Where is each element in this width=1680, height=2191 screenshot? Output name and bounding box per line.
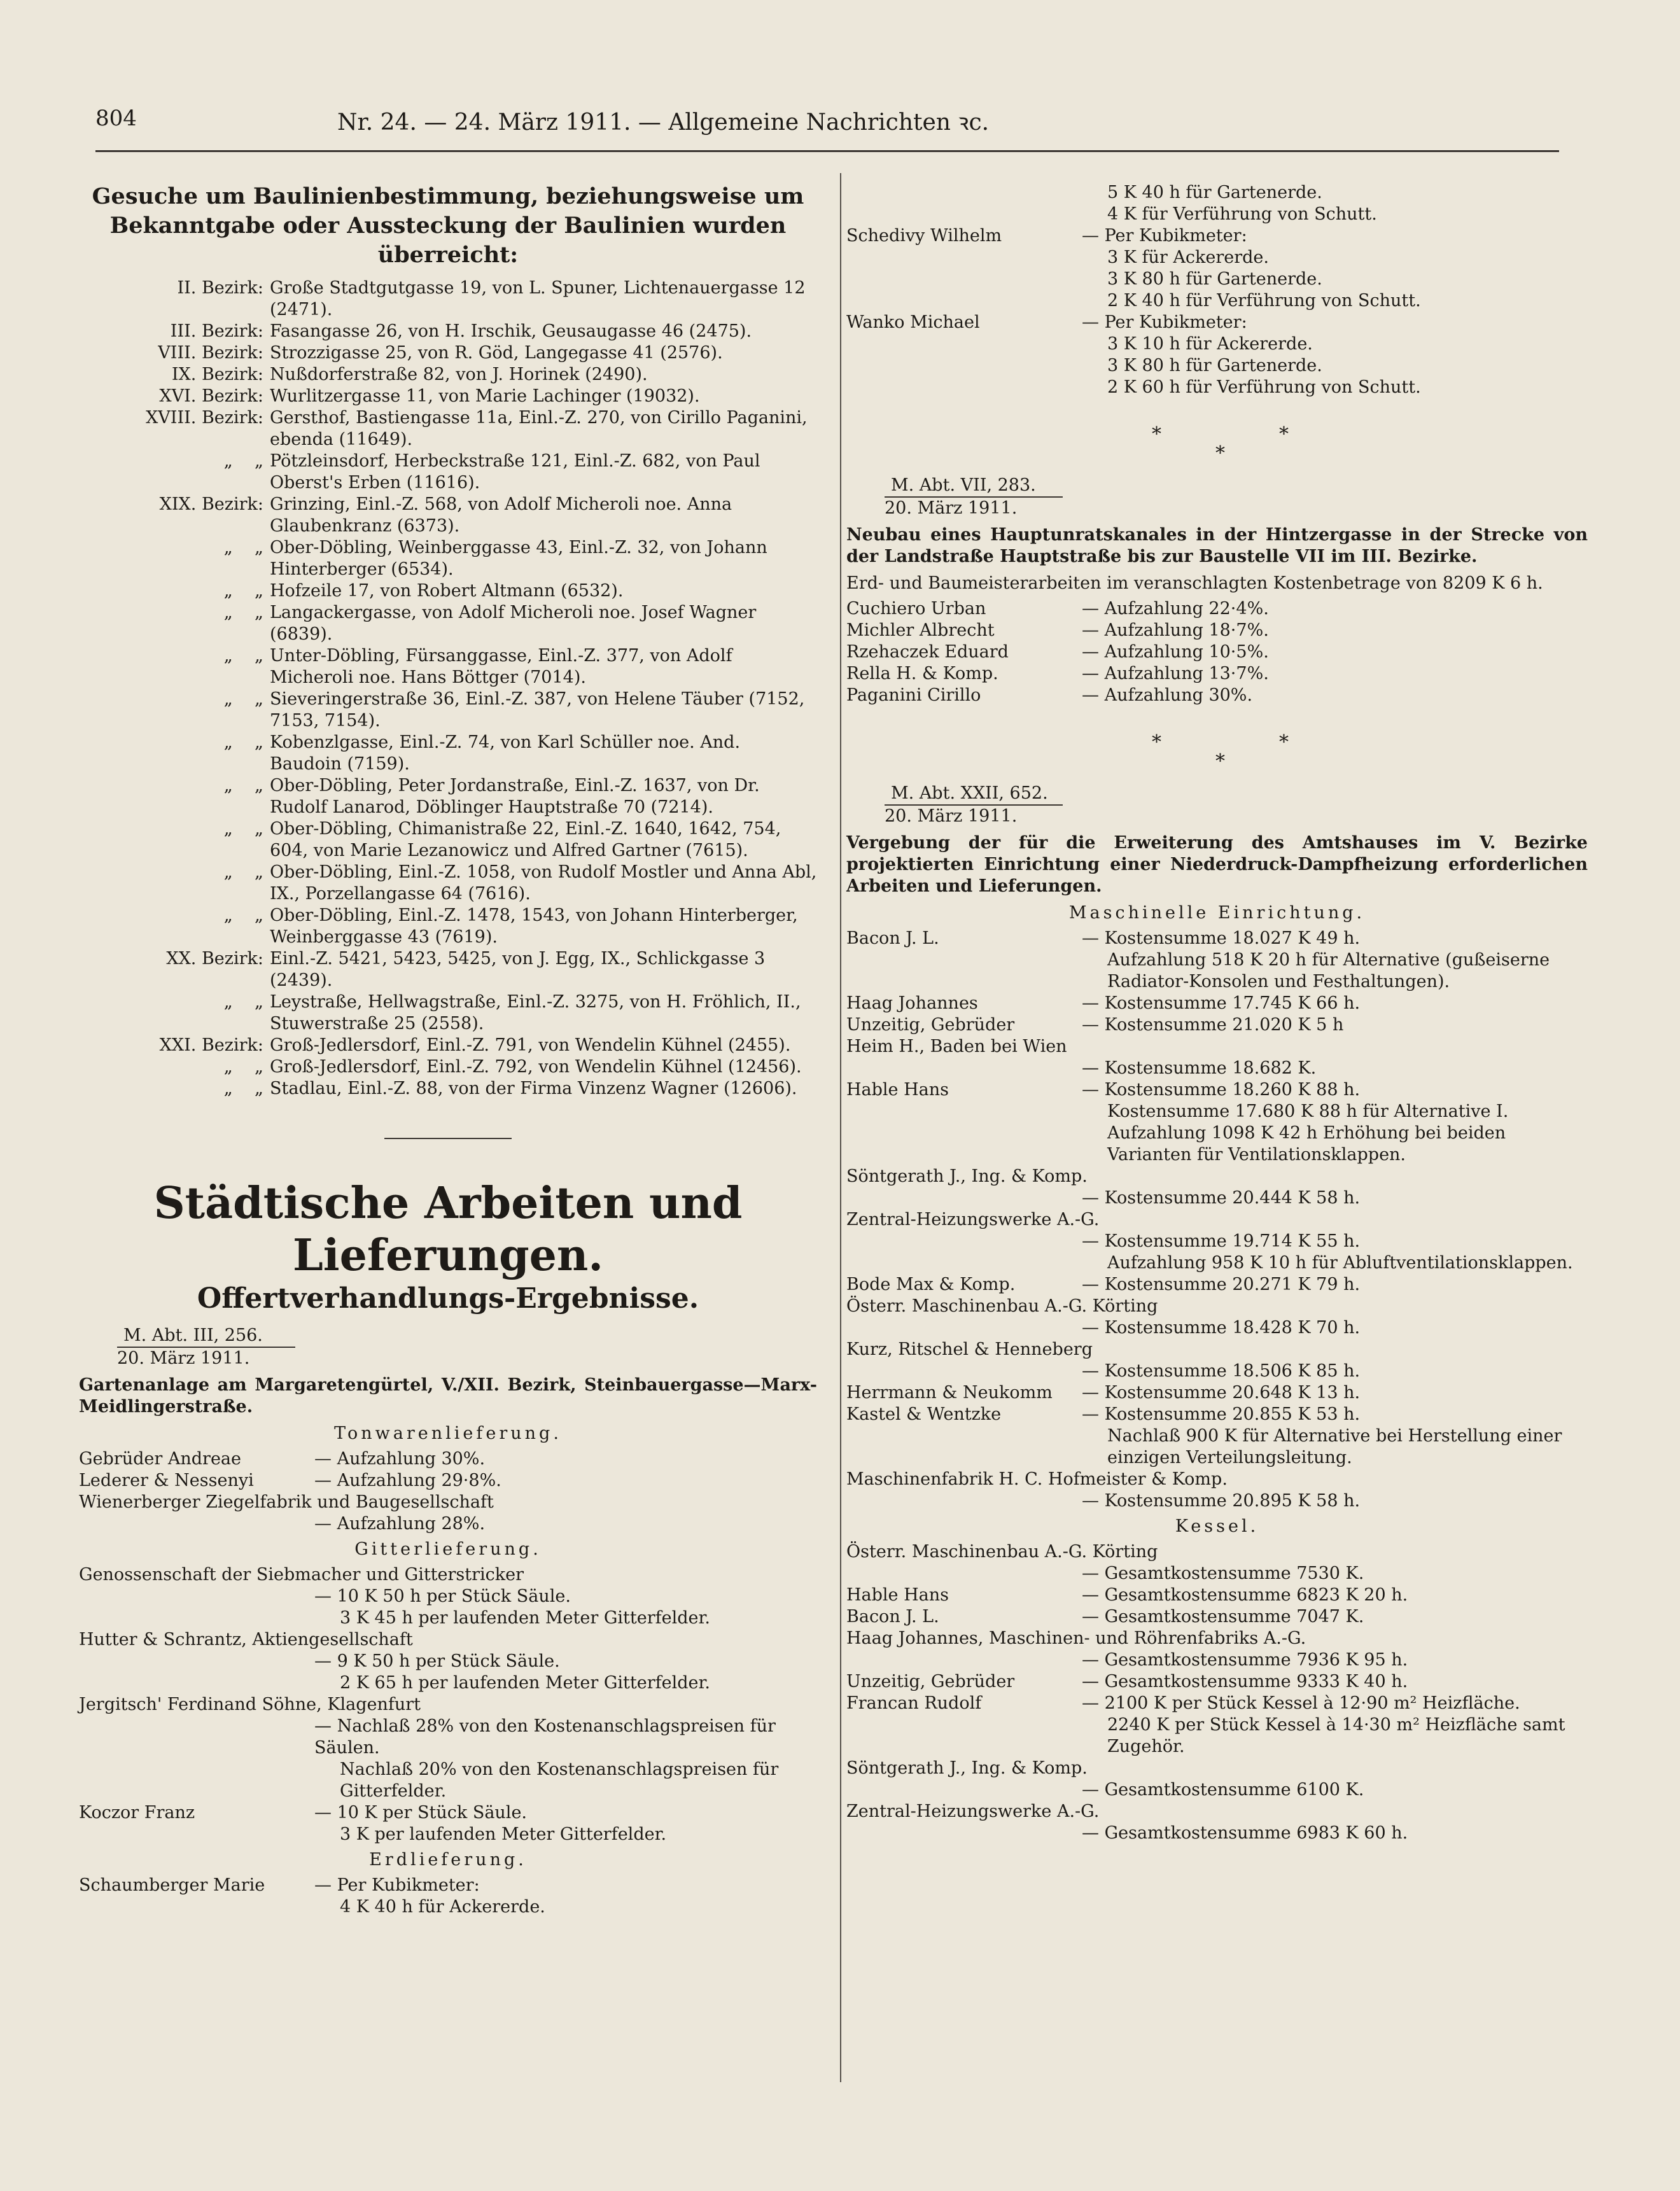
section-kessel: Kessel. (1175, 1516, 1259, 1536)
asterism (846, 706, 1588, 783)
result-row (846, 685, 1588, 706)
bid-value: 2 K 65 h per laufenden Meter Gitterfelder. (340, 1673, 711, 1693)
bidder-name: Haag Johannes, Maschinen- und Röhrenfabriks A.-G. (846, 1628, 1306, 1648)
bezirk-label: „ „ (223, 906, 263, 925)
bezirk-entry (79, 1035, 817, 1056)
bezirk-list (79, 277, 817, 1100)
subject: Neubau eines Hauptunratskanales in der Hintzergasse in der Strecke von der Landstraße Hauptstraße bis zur Baustelle VII im III. Bezirke. (846, 525, 1588, 566)
result-row: Bacon J. L. — Gesamtkostensumme 7047 K. (846, 1607, 1364, 1627)
bezirk-entry (79, 494, 817, 537)
bidder-name: Söntgerath J., Ing. & Komp. (846, 1166, 1088, 1186)
page-header (95, 106, 1585, 139)
department-ref: M. Abt. VII, 283. (891, 475, 1036, 495)
bid-value: — Aufzahlung 28%. (314, 1514, 486, 1534)
bezirk-entry (79, 905, 817, 948)
bid-value: 2 K 60 h für Verführung von Schutt. (1107, 377, 1421, 397)
bezirk-text: Ober-Döbling, Weinberggasse 43, Einl.-Z. 32, von Johann Hinterberger (6534). (270, 538, 767, 579)
bezirk-text: Strozzigasse 25, von R. Göd, Langegasse 41 (2576). (270, 343, 723, 363)
subject: Gartenanlage am Margaretengürtel, V./XII. Bezirk, Steinbauergasse—Marx-Meidlingerstraße. (79, 1375, 817, 1417)
right-column (846, 182, 1588, 1844)
bezirk-text: Grinzing, Einl.-Z. 568, von Adolf Micheroli noe. Anna Glaubenkranz (6373). (270, 494, 732, 536)
bidder-name: Rzehaczek Eduard (846, 642, 1009, 662)
department-ref: M. Abt. III, 256. (123, 1326, 263, 1345)
section-maschinell: Maschinelle Einrichtung. (1068, 903, 1366, 923)
department-ref: M. Abt. XXII, 652. (891, 783, 1048, 803)
bidder-name: Wienerberger Ziegelfabrik und Baugesellschaft (79, 1492, 494, 1512)
bezirk-label: IX. Bezirk: (171, 365, 263, 384)
bezirk-text: Ober-Döbling, Peter Jordanstraße, Einl.-Z. 1637, von Dr. Rudolf Lanarod, Döblinger Hauptstraße 70 (7214). (270, 776, 760, 817)
bezirk-text: Nußdorferstraße 82, von J. Horinek (2490). (270, 365, 648, 384)
bezirk-text: Pötzleinsdorf, Herbeckstraße 121, Einl.-Z. 682, von Paul Oberst's Erben (11616). (270, 451, 760, 493)
bezirk-text: Stadlau, Einl.-Z. 88, von der Firma Vinzenz Wagner (12606). (270, 1079, 797, 1098)
result-row: Gebrüder Andreae — Aufzahlung 30%. (79, 1449, 486, 1469)
bezirk-label: „ „ (223, 1057, 263, 1077)
bezirk-label: „ „ (223, 581, 263, 601)
bezirk-text: Wurlitzergasse 11, von Marie Lachinger (19032). (270, 386, 700, 406)
result-row (846, 620, 1588, 641)
bezirk-label: „ „ (223, 451, 263, 471)
bid-value: 2240 K per Stück Kessel à 14·30 m² Heizfläche samt Zugehör. (1107, 1715, 1565, 1756)
bid-value: Nachlaß 900 K für Alternative bei Herstellung einer einzigen Verteilungsleitung. (1107, 1426, 1562, 1467)
bezirk-text: Ober-Döbling, Chimanistraße 22, Einl.-Z. 1640, 1642, 754, 604, von Marie Lezanowicz und Alfred Gartner (7615). (270, 819, 781, 860)
bezirk-entry (79, 775, 817, 818)
bezirk-text: Hofzeile 17, von Robert Altmann (6532). (270, 581, 624, 601)
bidder-name: Paganini Cirillo (846, 685, 981, 705)
bidder-name: Rella H. & Komp. (846, 664, 998, 683)
result-row: Schaumberger Marie — Per Kubikmeter: (79, 1875, 480, 1895)
result-row: Hable Hans — Gesamtkostensumme 6823 K 20 h. (846, 1585, 1408, 1605)
bezirk-label: III. Bezirk: (170, 321, 263, 341)
bid-value: — Gesamtkostensumme 7936 K 95 h. (1082, 1650, 1408, 1670)
bezirk-entry (79, 451, 817, 494)
asterisk-icon: * (1152, 731, 1161, 753)
bid-value: — Aufzahlung 30%. (1082, 685, 1253, 705)
bezirk-label: XX. Bezirk: (166, 949, 263, 969)
bid-value: 3 K per laufenden Meter Gitterfelder. (340, 1824, 667, 1844)
bidder-name: Heim H., Baden bei Wien (846, 1037, 1067, 1056)
bezirk-text: Unter-Döbling, Fürsanggasse, Einl.-Z. 377, von Adolf Micheroli noe. Hans Böttger (7014). (270, 646, 732, 687)
bezirk-entry (79, 645, 817, 689)
section-tonwaren: Tonwarenlieferung. (334, 1424, 562, 1443)
result-row: Koczor Franz — 10 K per Stück Säule. (79, 1803, 528, 1823)
bezirk-text: Leystraße, Hellwagstraße, Einl.-Z. 3275, von H. Fröhlich, II., Stuwerstraße 25 (2558). (270, 992, 801, 1033)
bezirk-text: Fasangasse 26, von H. Irschik, Geusaugasse 46 (2475). (270, 321, 752, 341)
bidder-name: Österr. Maschinenbau A.-G. Körting (846, 1296, 1158, 1316)
bid-value: 5 K 40 h für Gartenerde. (1107, 183, 1322, 202)
bezirk-label: „ „ (223, 862, 263, 882)
result-row: Bacon J. L. — Kostensumme 18.027 K 49 h. (846, 928, 1361, 948)
bezirk-label: „ „ (223, 646, 263, 666)
bid-value: — Aufzahlung 13·7%. (1082, 664, 1269, 683)
bid-value: 3 K 45 h per laufenden Meter Gitterfelder. (340, 1608, 711, 1628)
bid-value: 3 K 80 h für Gartenerde. (1107, 269, 1322, 289)
ref-date: 20. März 1911. (885, 498, 1018, 518)
bid-value: — Kostensumme 20.895 K 58 h. (1082, 1491, 1361, 1511)
bezirk-entry (79, 1078, 817, 1100)
bezirk-label: XIX. Bezirk: (159, 494, 263, 514)
bid-value: — Nachlaß 28% von den Kostenanschlagspreisen für Säulen. (314, 1716, 776, 1758)
bezirk-entry (79, 991, 817, 1035)
asterisk-icon: * (1215, 442, 1225, 465)
bezirk-entry (79, 386, 817, 407)
asterism (846, 398, 1588, 475)
bid-value: — 9 K 50 h per Stück Säule. (314, 1651, 560, 1671)
bid-value: 2 K 40 h für Verführung von Schutt. (1107, 291, 1421, 311)
bezirk-entry (79, 602, 817, 645)
bezirk-text: Ober-Döbling, Einl.-Z. 1058, von Rudolf Mostler und Anna Abl, IX., Porzellangasse 64 (7616). (270, 862, 817, 904)
result-row (846, 598, 1588, 620)
work-description: Erd- und Baumeisterarbeiten im veranschlagten Kostenbetrage von 8209 K 6 h. (846, 573, 1543, 593)
result-row: Unzeitig, Gebrüder — Kostensumme 21.020 K 5 h (846, 1015, 1344, 1035)
bezirk-text: Gersthof, Bastiengasse 11a, Einl.-Z. 270, von Cirillo Paganini, ebenda (11649). (270, 408, 808, 449)
bezirk-label: „ „ (223, 538, 263, 557)
result-row: Lederer & Nessenyi — Aufzahlung 29·8%. (79, 1471, 501, 1490)
bid-value: 4 K 40 h für Ackererde. (340, 1897, 545, 1917)
page-number: 804 (95, 106, 137, 131)
bezirk-label: „ „ (223, 1079, 263, 1098)
bid-value: — Aufzahlung 10·5%. (1082, 642, 1269, 662)
result-row: Hable Hans — Kostensumme 18.260 K 88 h. (846, 1080, 1361, 1100)
bid-value: Aufzahlung 1098 K 42 h Erhöhung bei beiden Varianten für Ventilationsklappen. (1107, 1123, 1506, 1165)
result-row: Bode Max & Komp. — Kostensumme 20.271 K 79 h. (846, 1275, 1361, 1294)
bidder-name: Söntgerath J., Ing. & Komp. (846, 1758, 1088, 1778)
result-row: Kastel & Wentzke — Kostensumme 20.855 K 53 h. (846, 1404, 1361, 1424)
bezirk-text: Groß-Jedlersdorf, Einl.-Z. 792, von Wendelin Kühnel (12456). (270, 1057, 802, 1077)
bezirk-label: VIII. Bezirk: (158, 343, 263, 363)
bid-value: 3 K 10 h für Ackererde. (1107, 334, 1313, 354)
bezirk-entry (79, 407, 817, 451)
bid-value: — Kostensumme 18.682 K. (1082, 1058, 1317, 1078)
bezirk-entry (79, 580, 817, 602)
asterisk-icon: * (1152, 423, 1161, 445)
bid-value: Nachlaß 20% von den Kostenanschlagspreisen für Gitterfelder. (340, 1760, 779, 1801)
running-title: Nr. 24. — 24. März 1911. — Allgemeine Nachrichten ꝛc. (337, 109, 990, 136)
bezirk-entry (79, 818, 817, 862)
header-rule (95, 150, 1559, 152)
result-row (846, 663, 1588, 685)
bidder-name: Jergitsch' Ferdinand Söhne, Klagenfurt (79, 1695, 421, 1714)
bezirk-label: „ „ (223, 603, 263, 622)
bidder-name: Cuchiero Urban (846, 599, 986, 619)
bid-value: — 10 K 50 h per Stück Säule. (314, 1586, 571, 1606)
bezirk-label: „ „ (223, 992, 263, 1012)
result-row: Herrmann & Neukomm — Kostensumme 20.648 K 13 h. (846, 1383, 1361, 1403)
asterisk-icon: * (1279, 731, 1289, 753)
result-row: Haag Johannes — Kostensumme 17.745 K 66 h. (846, 993, 1361, 1013)
bezirk-entry (79, 1056, 817, 1078)
section-erd: Erdlieferung. (369, 1850, 527, 1870)
bid-value: 3 K für Ackererde. (1107, 248, 1269, 267)
bid-value: 3 K 80 h für Gartenerde. (1107, 356, 1322, 375)
bid-value: — Gesamtkostensumme 7530 K. (1082, 1564, 1364, 1583)
ref-date: 20. März 1911. (117, 1348, 250, 1368)
bidder-name: Kurz, Ritschel & Henneberg (846, 1340, 1093, 1359)
separator-rule (384, 1138, 512, 1139)
result-row (846, 641, 1588, 663)
bid-value: Aufzahlung 518 K 20 h für Alternative (gußeiserne Radiator-Konsolen und Festhaltungen). (1107, 950, 1550, 991)
bezirk-entry (79, 277, 817, 321)
bezirk-label: „ „ (223, 689, 263, 709)
bid-value: — Gesamtkostensumme 6983 K 60 h. (1082, 1823, 1408, 1843)
bezirk-label: „ „ (223, 819, 263, 839)
result-row: Wanko Michael — Per Kubikmeter: (846, 312, 1247, 332)
bidder-name: Zentral-Heizungswerke A.-G. (846, 1210, 1100, 1229)
asterisk-icon: * (1279, 423, 1289, 445)
bezirk-text: Groß-Jedlersdorf, Einl.-Z. 791, von Wendelin Kühnel (2455). (270, 1035, 791, 1055)
bid-value: — Kostensumme 18.506 K 85 h. (1082, 1361, 1361, 1381)
bid-value: — Aufzahlung 22·4%. (1082, 599, 1269, 619)
bezirk-label: XXI. Bezirk: (159, 1035, 263, 1055)
bid-value: — Kostensumme 20.444 K 58 h. (1082, 1188, 1361, 1208)
erd-results (846, 598, 1588, 706)
bezirk-entry (79, 948, 817, 991)
bezirk-entry (79, 862, 817, 905)
bezirk-entry (79, 732, 817, 775)
bezirk-entry (79, 364, 817, 386)
left-column (79, 182, 817, 1918)
bezirk-entry (79, 342, 817, 364)
bezirk-label: „ „ (223, 732, 263, 752)
bezirk-label: „ „ (223, 776, 263, 795)
column-divider (840, 173, 841, 2082)
bid-value: 4 K für Verführung von Schutt. (1107, 204, 1377, 224)
main-title: Städtische Arbeiten und Lieferungen. (153, 1178, 743, 1281)
result-row: Schedivy Wilhelm — Per Kubikmeter: (846, 226, 1247, 246)
section-gitter: Gitterlieferung. (354, 1539, 542, 1559)
bid-value: — Kostensumme 19.714 K 55 h. (1082, 1231, 1361, 1251)
bid-value: — Kostensumme 18.428 K 70 h. (1082, 1318, 1361, 1338)
bidder-name: Maschinenfabrik H. C. Hofmeister & Komp. (846, 1469, 1228, 1489)
bidder-name: Österr. Maschinenbau A.-G. Körting (846, 1542, 1158, 1562)
bidder-name: Genossenschaft der Siebmacher und Gitterstricker (79, 1565, 524, 1585)
bezirk-entry (79, 537, 817, 580)
bezirk-label: XVI. Bezirk: (159, 386, 263, 406)
bidder-name: Zentral-Heizungswerke A.-G. (846, 1802, 1100, 1821)
bid-value: — Gesamtkostensumme 6100 K. (1082, 1780, 1364, 1800)
result-row: Unzeitig, Gebrüder — Gesamtkostensumme 9333 K 40 h. (846, 1672, 1408, 1691)
bezirk-text: Einl.-Z. 5421, 5423, 5425, von J. Egg, IX., Schlickgasse 3 (2439). (270, 949, 766, 990)
bid-value: Kostensumme 17.680 K 88 h für Alternative I. (1107, 1102, 1509, 1121)
sub-title: Offertverhandlungs-Ergebnisse. (197, 1282, 699, 1315)
bezirk-entry (79, 321, 817, 342)
result-row: Francan Rudolf — 2100 K per Stück Kessel à 12·90 m² Heizfläche. (846, 1693, 1520, 1713)
bezirk-text: Große Stadtgutgasse 19, von L. Spuner, Lichtenauergasse 12 (2471). (270, 278, 806, 319)
bidder-name: Michler Albrecht (846, 620, 995, 640)
bezirk-text: Kobenzlgasse, Einl.-Z. 74, von Karl Schüller noe. And. Baudoin (7159). (270, 732, 741, 774)
bid-value: — Aufzahlung 18·7%. (1082, 620, 1269, 640)
bezirk-text: Ober-Döbling, Einl.-Z. 1478, 1543, von Johann Hinterberger, Weinberggasse 43 (7619). (270, 906, 798, 947)
subject: Vergebung der für die Erweiterung des Amtshauses im V. Bezirke projektierten Einrichtung einer Niederdruck-Dampfheizung erforderlichen Arbeiten und Lieferungen. (846, 833, 1588, 896)
bezirk-text: Langackergasse, von Adolf Micheroli noe. Josef Wagner (6839). (270, 603, 757, 644)
bidder-name: Hutter & Schrantz, Aktiengesellschaft (79, 1630, 413, 1649)
bezirk-entry (79, 689, 817, 732)
asterisk-icon: * (1215, 750, 1225, 773)
bezirk-label: II. Bezirk: (177, 278, 263, 298)
bezirk-label: XVIII. Bezirk: (146, 408, 263, 428)
bezirk-text: Sieveringerstraße 36, Einl.-Z. 387, von Helene Täuber (7152, 7153, 7154). (270, 689, 805, 731)
section-heading: Gesuche um Baulinienbestimmung, beziehungsweise um Bekanntgabe oder Aussteckung der Baulinien wurden überreicht: (92, 183, 804, 268)
bid-value: Aufzahlung 958 K 10 h für Abluftventilationsklappen. (1107, 1253, 1573, 1273)
ref-date: 20. März 1911. (885, 806, 1018, 826)
